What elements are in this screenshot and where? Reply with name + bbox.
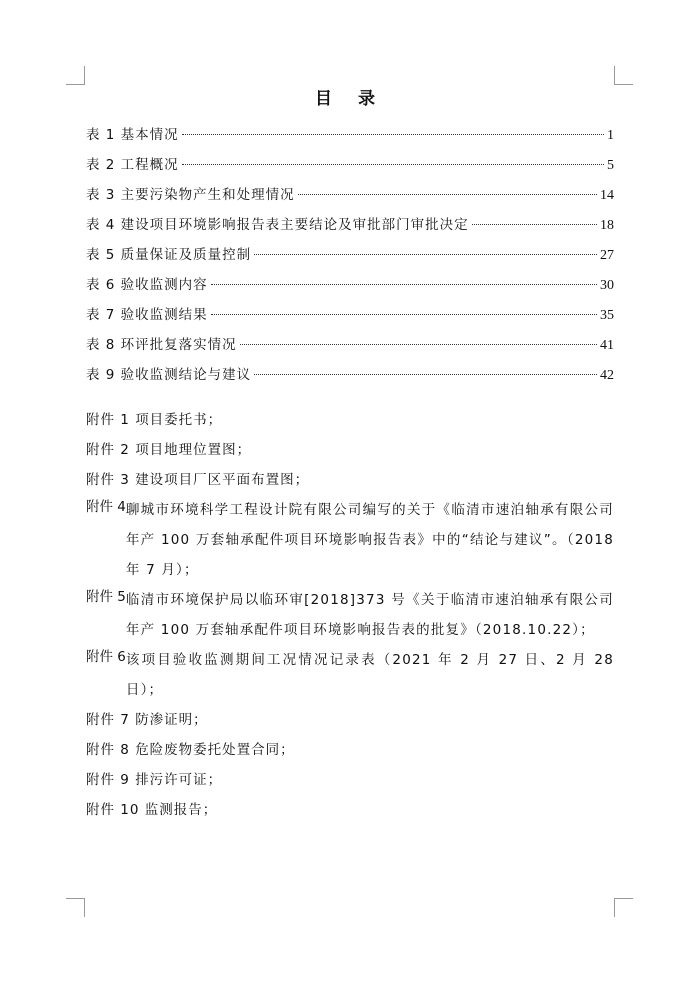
attachment-text: 临清市环境保护局以临环审[2018]373 号《关于临清市速泊轴承有限公司年产 100 万套轴承配件项目环境影响报告表的批复》（2018.10.22）； xyxy=(125,592,614,638)
toc-entry[interactable] xyxy=(86,180,614,210)
toc-entry-page: 35 xyxy=(600,308,614,323)
dot-leader xyxy=(211,314,597,315)
crop-mark-bottom-left xyxy=(66,898,85,917)
toc-entry-label: 表 5 质量保证及质量控制 xyxy=(86,247,252,263)
crop-mark-bottom-right xyxy=(614,898,633,917)
toc-entry-page: 1 xyxy=(607,128,614,143)
attachment-item xyxy=(86,645,614,705)
dot-leader xyxy=(182,164,604,165)
attachment-text: 项目委托书； xyxy=(135,412,223,428)
toc-entry-label: 表 9 验收监测结论与建议 xyxy=(86,367,252,383)
attachment-text: 排污许可证； xyxy=(135,772,223,788)
page-title: 目 录 xyxy=(315,89,385,109)
toc-entry-page: 27 xyxy=(600,248,614,263)
dot-leader xyxy=(254,254,597,255)
attachment-number: 附件 10 xyxy=(86,802,140,818)
attachment-text: 项目地理位置图； xyxy=(135,442,252,458)
dot-leader xyxy=(211,284,597,285)
attachment-item xyxy=(86,765,614,795)
attachment-item xyxy=(86,585,614,645)
toc-entry[interactable] xyxy=(86,240,614,270)
attachment-item xyxy=(86,435,614,465)
toc-entry[interactable] xyxy=(86,300,614,330)
attachment-number: 附件 4 xyxy=(86,499,126,515)
toc-entry-page: 42 xyxy=(600,368,614,383)
attachment-number: 附件 1 xyxy=(86,412,130,428)
attachment-number: 附件 3 xyxy=(86,472,130,488)
attachment-text: 危险废物委托处置合同； xyxy=(135,742,295,758)
attachment-item xyxy=(86,405,614,435)
attachment-item xyxy=(86,795,614,825)
attachment-item xyxy=(86,495,614,585)
toc-entry[interactable] xyxy=(86,150,614,180)
attachment-text: 防渗证明； xyxy=(135,712,208,728)
attachment-number: 附件 8 xyxy=(86,742,130,758)
dot-leader xyxy=(240,344,597,345)
toc-entry-page: 5 xyxy=(607,158,614,173)
dot-leader xyxy=(254,374,597,375)
dot-leader xyxy=(472,224,597,225)
attachment-text: 聊城市环境科学工程设计院有限公司编写的关于《临清市速泊轴承有限公司年产 100 万套轴承配件项目环境影响报告表》中的“结论与建议”。（2018 年 7 月）； xyxy=(125,502,614,578)
toc-entry[interactable] xyxy=(86,120,614,150)
toc-entry-label: 表 4 建设项目环境影响报告表主要结论及审批部门审批决定 xyxy=(86,217,469,233)
dot-leader xyxy=(182,134,604,135)
toc-entry[interactable] xyxy=(86,330,614,360)
toc-entry-label: 表 2 工程概况 xyxy=(86,157,179,173)
toc-entry-label: 表 6 验收监测内容 xyxy=(86,277,208,293)
attachment-number: 附件 2 xyxy=(86,442,130,458)
toc-entry[interactable] xyxy=(86,360,614,390)
attachment-number: 附件 6 xyxy=(86,649,126,665)
dot-leader xyxy=(298,194,597,195)
attachment-text: 该项目验收监测期间工况情况记录表（2021 年 2 月 27 日、2 月 28 日）； xyxy=(125,652,614,698)
crop-mark-top-right xyxy=(614,66,633,85)
attachment-item xyxy=(86,735,614,765)
attachment-text: 建设项目厂区平面布置图； xyxy=(135,472,310,488)
toc-entry-label: 表 8 环评批复落实情况 xyxy=(86,337,237,353)
table-of-contents xyxy=(86,120,614,390)
attachment-number: 附件 9 xyxy=(86,772,130,788)
toc-entry-page: 14 xyxy=(600,188,614,203)
toc-entry-label: 表 1 基本情况 xyxy=(86,127,179,143)
toc-entry-label: 表 3 主要污染物产生和处理情况 xyxy=(86,187,295,203)
toc-entry[interactable] xyxy=(86,270,614,300)
attachment-item xyxy=(86,465,614,495)
attachment-text: 监测报告； xyxy=(144,802,218,818)
toc-entry-label: 表 7 验收监测结果 xyxy=(86,307,208,323)
attachment-number: 附件 7 xyxy=(86,712,130,728)
attachment-number: 附件 5 xyxy=(86,589,126,605)
attachment-list xyxy=(86,405,614,825)
toc-entry-page: 30 xyxy=(600,278,614,293)
toc-entry-page: 18 xyxy=(600,218,614,233)
crop-mark-top-left xyxy=(66,66,85,85)
attachment-item xyxy=(86,705,614,735)
toc-entry[interactable] xyxy=(86,210,614,240)
toc-entry-page: 41 xyxy=(600,338,614,353)
